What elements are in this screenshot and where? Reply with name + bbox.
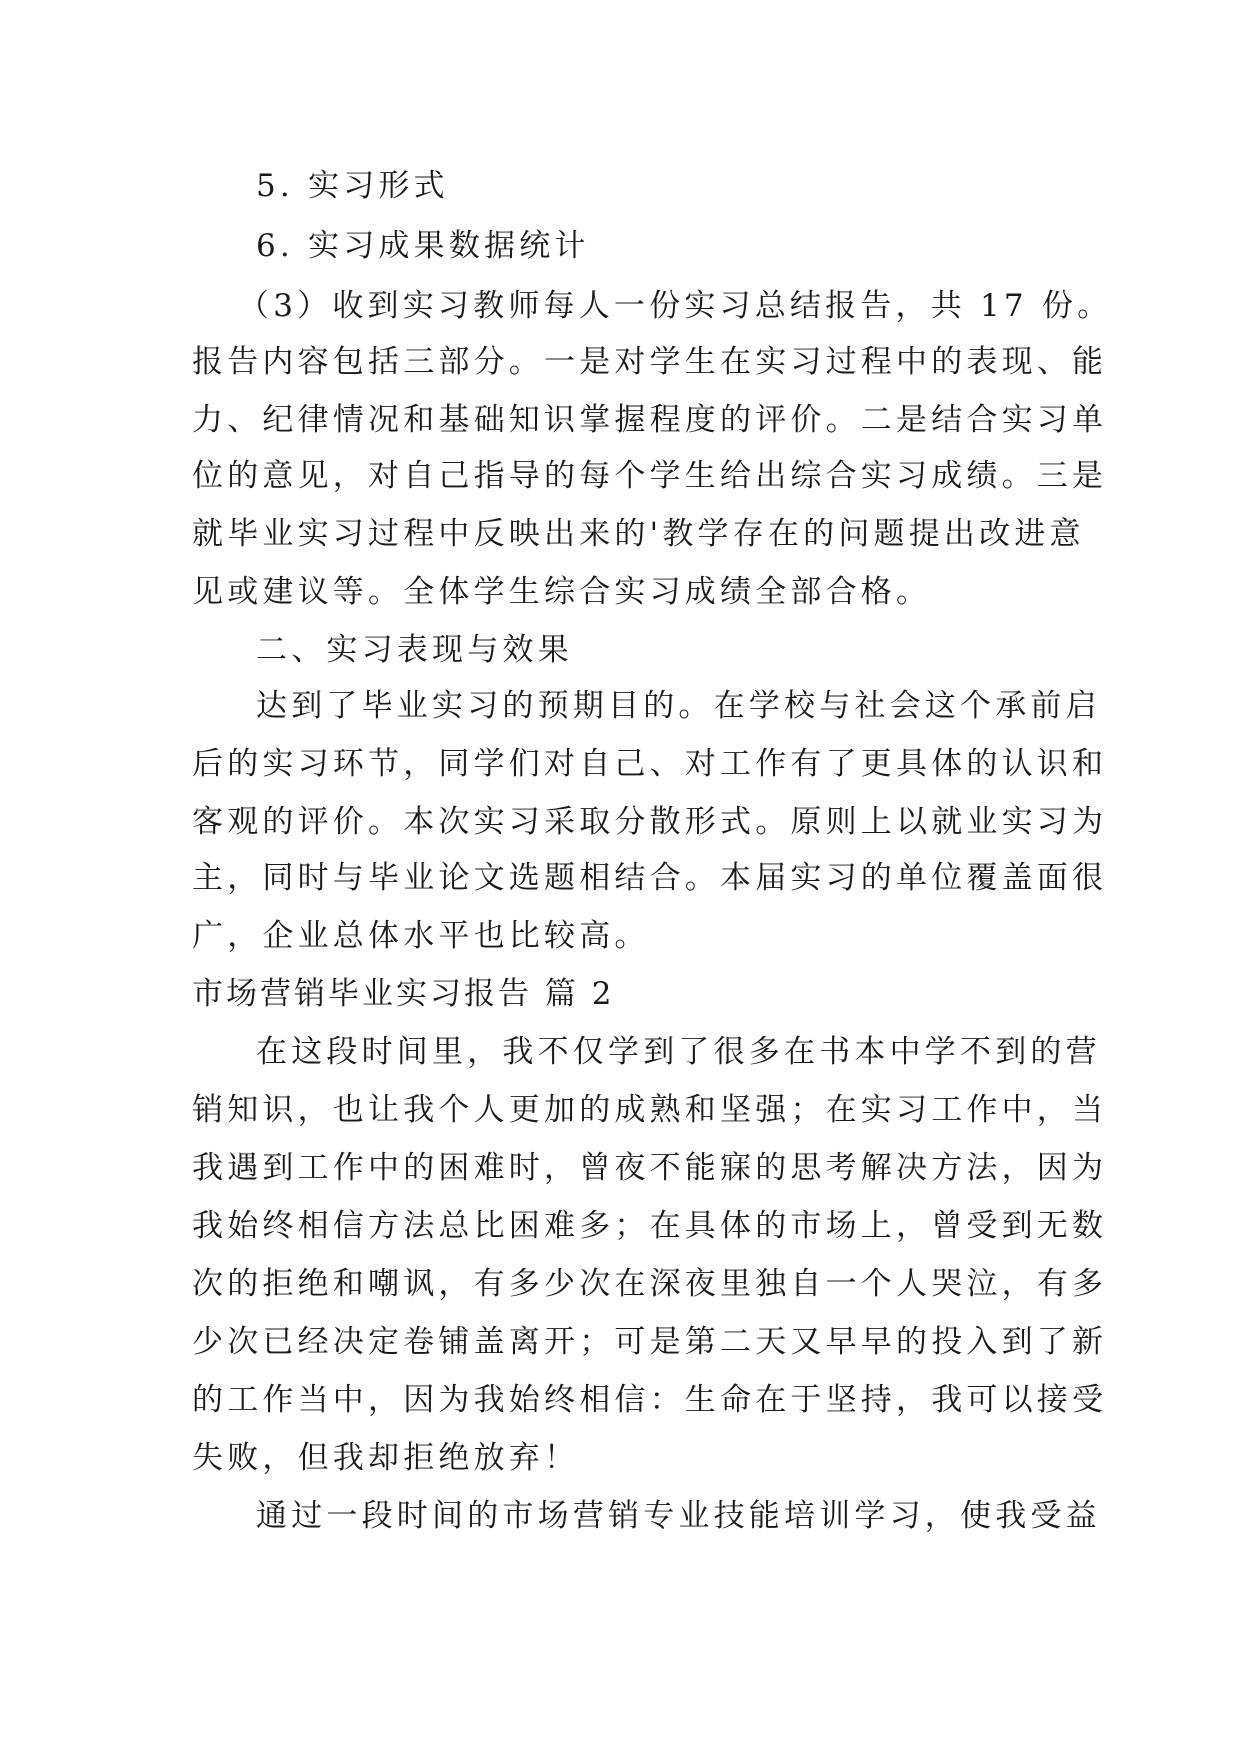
paragraph-line: （3）收到实习教师每人一份实习总结报告，共 17 份。 <box>238 288 1113 324</box>
paragraph-line: 后的实习环节，同学们对自己、对工作有了更具体的认识和 <box>192 746 1108 782</box>
list-item-5: 5. 实习形式 <box>256 168 449 204</box>
paragraph-line: 广，企业总体水平也比较高。 <box>192 918 650 954</box>
paragraph-line: 的工作当中，因为我始终相信：生命在于坚持，我可以接受 <box>192 1382 1108 1418</box>
paragraph-line: 就毕业实习过程中反映出来的'教学存在的问题提出改进意 <box>192 516 1085 552</box>
paragraph-line: 我遇到工作中的困难时，曾夜不能寐的思考解决方法，因为 <box>192 1150 1108 1186</box>
list-item-6: 6. 实习成果数据统计 <box>256 228 590 264</box>
paragraph-line: 见或建议等。全体学生综合实习成绩全部合格。 <box>192 574 932 610</box>
paragraph-line: 次的拒绝和嘲讽，有多少次在深夜里独自一个人哭泣，有多 <box>192 1266 1108 1302</box>
paragraph-line: 失败，但我却拒绝放弃！ <box>192 1440 580 1476</box>
paragraph-line: 客观的评价。本次实习采取分散形式。原则上以就业实习为 <box>192 804 1108 840</box>
paragraph-line: 力、纪律情况和基础知识掌握程度的评价。二是结合实习单 <box>192 402 1108 438</box>
section-heading: 二、实习表现与效果 <box>256 632 573 668</box>
paragraph-line: 主，同时与毕业论文选题相结合。本届实习的单位覆盖面很 <box>192 860 1108 896</box>
paragraph-line: 位的意见，对自己指导的每个学生给出综合实习成绩。三是 <box>192 458 1108 494</box>
paragraph-line: 报告内容包括三部分。一是对学生在实习过程中的表现、能 <box>192 344 1108 380</box>
paragraph-line: 在这段时间里，我不仅学到了很多在书本中学不到的营 <box>256 1034 1101 1070</box>
paragraph-line: 我始终相信方法总比困难多；在具体的市场上，曾受到无数 <box>192 1208 1108 1244</box>
paragraph-line: 通过一段时间的市场营销专业技能培训学习，使我受益 <box>256 1498 1101 1534</box>
paragraph-line: 少次已经决定卷铺盖离开；可是第二天又早早的投入到了新 <box>192 1324 1108 1360</box>
paragraph-line: 销知识，也让我个人更加的成熟和坚强；在实习工作中，当 <box>192 1092 1108 1128</box>
article-heading: 市场营销毕业实习报告 篇 2 <box>192 976 615 1012</box>
paragraph-line: 达到了毕业实习的预期目的。在学校与社会这个承前启 <box>256 688 1101 724</box>
